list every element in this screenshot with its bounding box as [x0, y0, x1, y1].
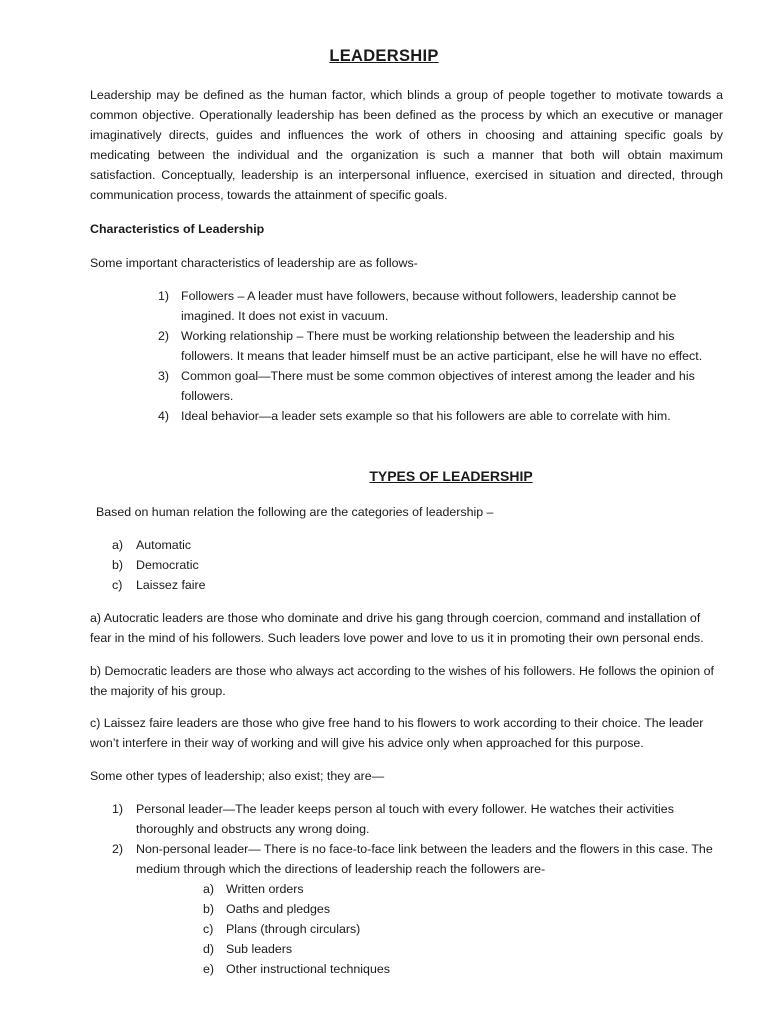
list-item-text: Other instructional techniques: [226, 962, 390, 976]
list-item-text: Automatic: [136, 538, 192, 552]
list-item: [158, 366, 718, 406]
list-marker: 1): [112, 802, 124, 816]
laissez-faire-paragraph: c) Laissez faire leaders are those who give free hand to his flowers to work according to their choice. The leader won’t interfere in their way of working and will give his advice only when approached for this purpose.: [90, 716, 704, 750]
page-title: LEADERSHIP: [329, 47, 439, 65]
list-item: [112, 535, 412, 555]
list-item: [203, 959, 503, 979]
list-item: [112, 575, 412, 595]
list-item: [112, 839, 724, 879]
list-item: [203, 879, 503, 899]
intro-paragraph: Leadership may be defined as the human factor, which blinds a group of people together to motivate towards a common objective. Operationally leadership has been defined as the process by which an executive or manager imaginatively directs, guides and influences the work of others in choosing and attaining specific goals by medicating between the individual and the organization is such a manner that both will obtain maximum satisfaction. Conceptually, leadership is an interpersonal influence, exercised in situation and directed, through communication process, towards the attainment of specific goals.: [90, 88, 723, 202]
list-marker: d): [203, 942, 215, 956]
list-marker: 3): [158, 369, 170, 383]
autocratic-paragraph: a) Autocratic leaders are those who dominate and drive his gang through coercion, command and installation of fear in the mind of his followers. Such leaders love power and love to us it in promoting their own personal ends.: [90, 611, 704, 645]
list-item-text: Sub leaders: [226, 942, 293, 956]
list-item: [112, 555, 412, 575]
list-item: [158, 326, 718, 366]
list-item-text: Oaths and pledges: [226, 902, 331, 916]
democratic-paragraph: b) Democratic leaders are those who always act according to the wishes of his followers. He follows the opinion of the majority of his group.: [90, 664, 714, 698]
list-marker: 2): [112, 842, 124, 856]
list-marker: c): [203, 922, 214, 936]
list-marker: 2): [158, 329, 170, 343]
characteristics-heading: Characteristics of Leadership: [90, 222, 265, 236]
list-marker: 1): [158, 289, 170, 303]
list-item-text: Laissez faire: [136, 578, 206, 592]
list-item-text: Written orders: [226, 882, 304, 896]
list-item-text: Non-personal leader— There is no face-to-face link between the leaders and the flowers in this case. The medium through which the directions of leadership reach the followers are-: [136, 842, 713, 876]
list-item: [203, 919, 503, 939]
list-marker: e): [203, 962, 215, 976]
list-item-text: Followers – A leader must have followers, because without followers, leadership cannot be imagined. It does not exist in vacuum.: [181, 289, 677, 323]
list-item-text: Ideal behavior—a leader sets example so that his followers are able to correlate with him.: [181, 409, 671, 423]
list-item: [112, 799, 724, 839]
list-marker: 4): [158, 409, 170, 423]
characteristics-list: [158, 286, 718, 426]
list-marker: b): [203, 902, 215, 916]
types-list: [112, 535, 412, 595]
list-marker: a): [112, 538, 124, 552]
characteristics-lead-in: Some important characteristics of leadership are as follows-: [90, 256, 418, 270]
list-marker: b): [112, 558, 124, 572]
types-heading: TYPES OF LEADERSHIP: [369, 468, 533, 484]
medium-sub-list: [203, 879, 503, 979]
list-item: [203, 899, 503, 919]
other-types-list: [112, 799, 724, 879]
list-item: [203, 939, 503, 959]
list-item-text: Democratic: [136, 558, 199, 572]
list-item-text: Plans (through circulars): [226, 922, 361, 936]
list-item-text: Personal leader—The leader keeps person al touch with every follower. He watches their activities thoroughly and obstructs any wrong doing.: [136, 802, 674, 836]
list-item: [158, 286, 718, 326]
other-types-lead-in: Some other types of leadership; also exist; they are—: [90, 769, 385, 783]
list-item-text: Working relationship – There must be working relationship between the leadership and his followers. It means that leader himself must be an active participant, else he will have no effect.: [181, 329, 703, 363]
list-item: [158, 406, 718, 426]
types-lead-in: Based on human relation the following are the categories of leadership –: [96, 505, 494, 519]
list-marker: a): [203, 882, 215, 896]
list-marker: c): [112, 578, 123, 592]
list-item-text: Common goal—There must be some common objectives of interest among the leader and his followers.: [181, 369, 695, 403]
